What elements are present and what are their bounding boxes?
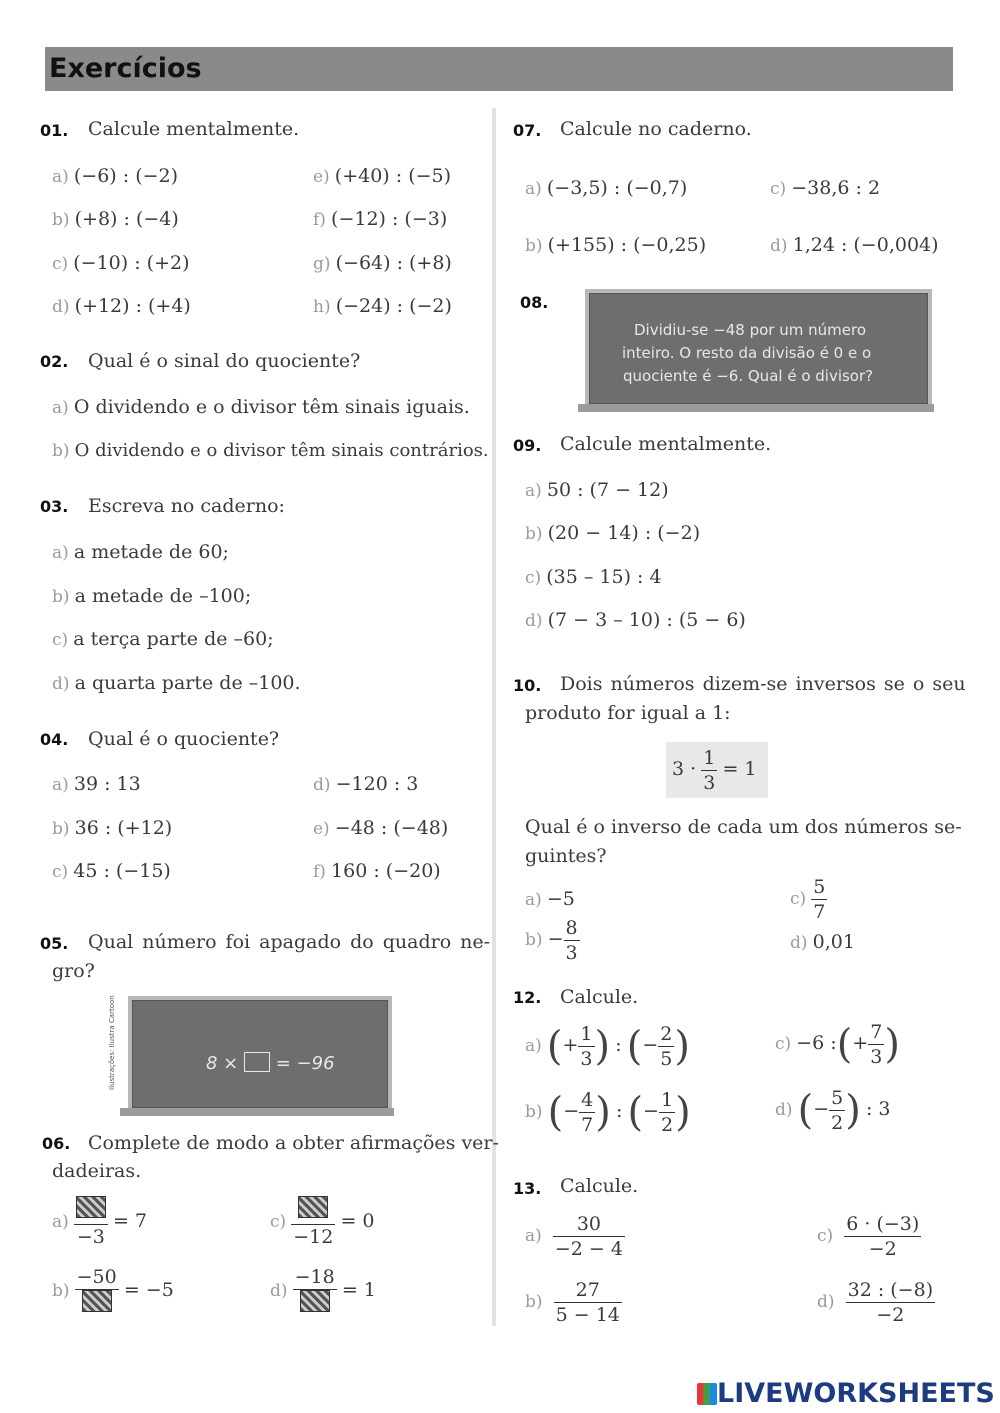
ex09-item-b: b) (20 − 14) : (−2) xyxy=(525,522,701,544)
ex10-question-line1: Qual é o inverso de cada um dos números se- xyxy=(525,816,962,838)
ex10-question-line2: guintes? xyxy=(525,845,607,867)
ex13-item-a: a) $\frac{30}{-2 - 4}$ xyxy=(525,1213,623,1260)
ex04-item-e: e) −48 : (−48) xyxy=(313,817,449,839)
ex09-item-a: a) 50 : (7 − 12) xyxy=(525,479,669,501)
ex10-number: 10. xyxy=(513,676,542,695)
ex06-item-b: b) −50 = −5 xyxy=(52,1265,174,1318)
ex01-item-e: e) (+40) : (−5) xyxy=(313,165,452,187)
ex01-item-a: a) (−6) : (−2) xyxy=(52,165,179,187)
ex07-item-b: b) (+155) : (−0,25) xyxy=(525,234,707,256)
ex04-prompt: Qual é o quociente? xyxy=(88,728,280,750)
ex10-item-d: d) 0,01 xyxy=(790,931,855,953)
ex07-prompt: Calcule no caderno. xyxy=(560,118,752,140)
ex04-item-b: b) 36 : (+12) xyxy=(52,817,173,839)
illustration-credit: Ilustrações: Ilustra Cartoon xyxy=(108,995,116,1090)
inverse-example-box: 3 · $\frac{1}{3}$ = 1 xyxy=(666,742,768,798)
ex01-item-d: d) (+12) : (+4) xyxy=(52,295,191,317)
ex12-number: 12. xyxy=(513,988,542,1007)
ex07-item-d: d) 1,24 : (−0,004) xyxy=(770,234,939,256)
ex09-prompt: Calcule mentalmente. xyxy=(560,433,772,455)
page-title: Exercícios xyxy=(49,53,202,84)
board-problem-text: Dividiu-se −48 por um número inteiro. O resto da divisão é 0 e o quociente é −6. Qual é o divisor? xyxy=(622,321,874,385)
blackboard-ex08 xyxy=(585,289,932,408)
ex08-number: 08. xyxy=(520,293,549,312)
liveworksheets-logo-icon xyxy=(697,1383,717,1405)
hidden-number-icon xyxy=(300,1290,330,1312)
board-ledge xyxy=(120,1108,394,1116)
ex01-item-c: c) (−10) : (+2) xyxy=(52,252,190,274)
ex02-number: 02. xyxy=(40,352,69,371)
ex09-number: 09. xyxy=(513,436,542,455)
ex04-item-a: a) 39 : 13 xyxy=(52,773,141,795)
ex10-prompt-line1: Dois números dizem-se inversos se o seu xyxy=(560,673,966,695)
ex04-number: 04. xyxy=(40,730,69,749)
ex06-item-c: c) −12 = 0 xyxy=(270,1196,375,1249)
ex05-prompt-line2: gro? xyxy=(52,960,95,982)
ex13-number: 13. xyxy=(513,1179,542,1198)
ex13-prompt: Calcule. xyxy=(560,1175,639,1197)
ex05-prompt-line1: Qual número foi apagado do quadro ne- xyxy=(88,931,491,953)
ex06-prompt-line2: dadeiras. xyxy=(52,1160,142,1182)
blackboard-ex05 xyxy=(128,996,392,1112)
ex07-item-c: c) −38,6 : 2 xyxy=(770,177,881,199)
ex13-item-c: c) $\frac{6 \cdot (-3)}{-2}$ xyxy=(817,1213,920,1260)
ex09-item-d: d) (7 − 3 – 10) : (5 − 6) xyxy=(525,609,746,631)
erased-box xyxy=(244,1052,270,1072)
board-ledge xyxy=(578,404,934,412)
ex07-item-a: a) (−3,5) : (−0,7) xyxy=(525,177,688,199)
ex04-item-f: f) 160 : (−20) xyxy=(313,860,441,882)
ex06-prompt-line1: Complete de modo a obter afirmações ver- xyxy=(88,1132,499,1154)
ex02-item-a: a) O dividendo e o divisor têm sinais iguais. xyxy=(52,396,470,418)
ex12-item-b: b) (− $\frac{4}{7}$ ) : (− $\frac{1}{2}$ ) xyxy=(525,1089,691,1136)
ex13-item-d: d) $\frac{32 : (-8)}{-2}$ xyxy=(817,1279,934,1326)
ex06-number: 06. xyxy=(42,1134,71,1153)
ex03-number: 03. xyxy=(40,497,69,516)
ex12-item-a: a) (+ $\frac{1}{3}$ ) : (− $\frac{2}{5}$ ) xyxy=(525,1023,690,1070)
ex10-item-a: a) −5 xyxy=(525,888,575,910)
hidden-number-icon xyxy=(298,1196,328,1218)
ex04-item-c: c) 45 : (−15) xyxy=(52,860,171,882)
ex03-item-b: b) a metade de –100; xyxy=(52,585,252,607)
liveworksheets-logo[interactable]: LIVEWORKSHEETS xyxy=(697,1378,995,1409)
ex03-item-d: d) a quarta parte de –100. xyxy=(52,672,301,694)
ex06-item-a: a) −3 = 7 xyxy=(52,1196,147,1249)
ex01-item-g: g) (−64) : (+8) xyxy=(313,252,452,274)
ex03-item-a: a) a metade de 60; xyxy=(52,541,229,563)
ex12-item-c: c) −6 :(+ $\frac{7}{3}$ ) xyxy=(775,1021,900,1068)
ex13-item-b: b) $\frac{27}{5 - 14}$ xyxy=(525,1279,620,1326)
ex03-item-c: c) a terça parte de –60; xyxy=(52,628,274,650)
ex01-prompt: Calcule mentalmente. xyxy=(88,118,300,140)
ex10-item-c: c) $\frac{5}{7}$ xyxy=(790,876,826,923)
ex01-item-h: h) (−24) : (−2) xyxy=(313,295,452,317)
ex10-item-b: b) − $\frac{8}{3}$ xyxy=(525,917,578,964)
ex09-item-c: c) (35 – 15) : 4 xyxy=(525,566,662,588)
ex06-item-d: d) −18 = 1 xyxy=(270,1265,376,1318)
ex04-item-d: d) −120 : 3 xyxy=(313,773,419,795)
ex02-prompt: Qual é o sinal do quociente? xyxy=(88,350,361,372)
ex12-item-d: d) (− $\frac{5}{2}$ ) : 3 xyxy=(775,1087,891,1134)
header-bar xyxy=(45,47,953,91)
ex03-prompt: Escreva no caderno: xyxy=(88,495,285,517)
ex07-number: 07. xyxy=(513,121,542,140)
ex12-prompt: Calcule. xyxy=(560,986,639,1008)
hidden-number-icon xyxy=(76,1196,106,1218)
ex05-number: 05. xyxy=(40,934,69,953)
ex02-item-b: b) O dividendo e o divisor têm sinais contrários. xyxy=(52,440,489,461)
hidden-number-icon xyxy=(82,1290,112,1312)
ex01-item-f: f) (−12) : (−3) xyxy=(313,208,448,230)
board-equation: 8 × = −96 xyxy=(206,1053,335,1074)
ex10-prompt-line2: produto for igual a 1: xyxy=(525,702,731,724)
ex01-number: 01. xyxy=(40,121,69,140)
ex01-item-b: b) (+8) : (−4) xyxy=(52,208,179,230)
